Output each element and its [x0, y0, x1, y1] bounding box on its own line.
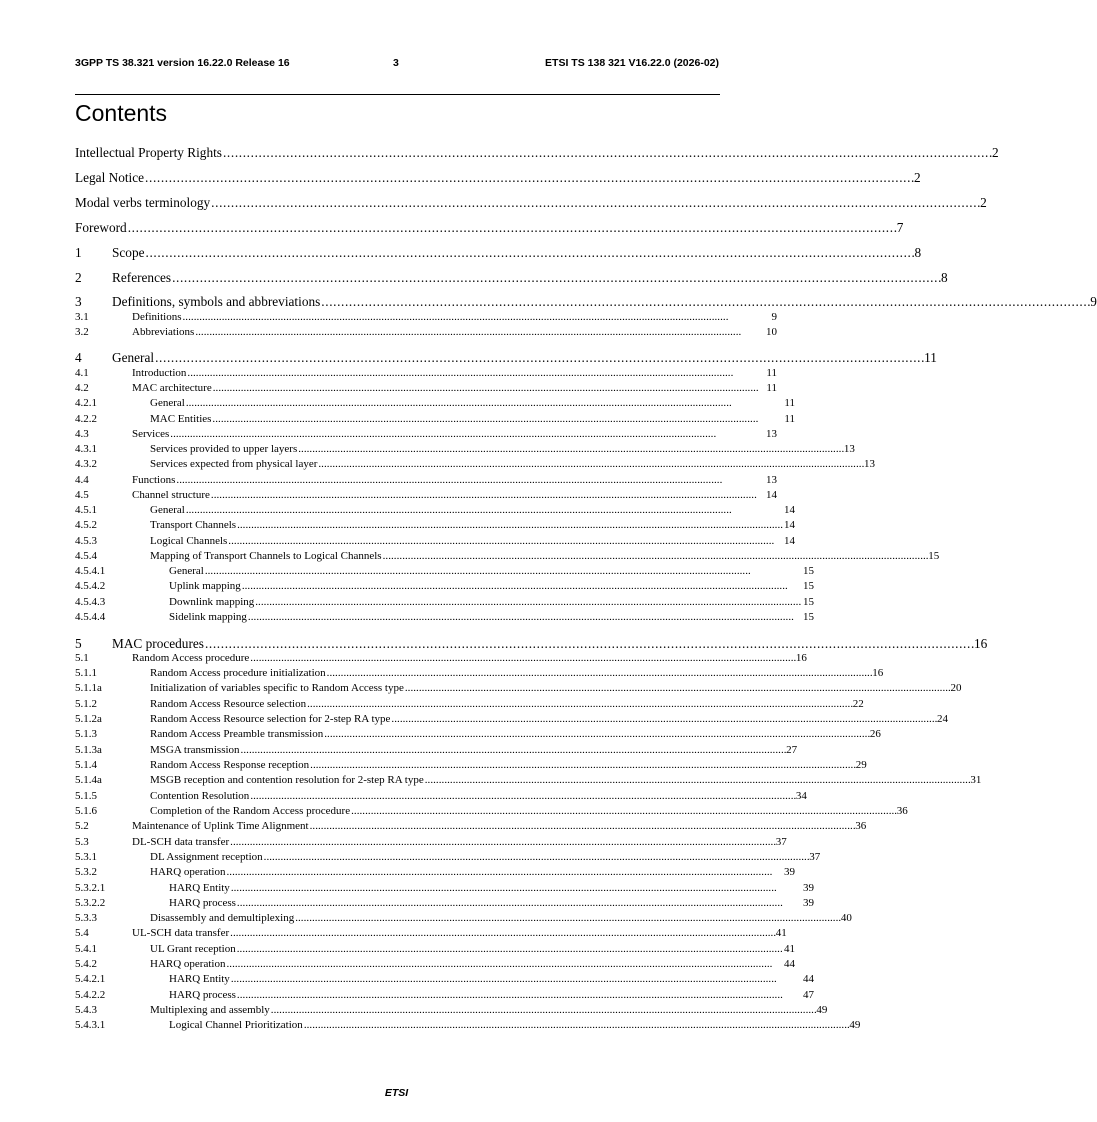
toc-entry-title: Legal Notice [75, 170, 145, 185]
toc-dot-leader [391, 713, 936, 725]
toc-entry-page: 11 [784, 413, 795, 425]
toc-entry[interactable] [75, 943, 795, 957]
toc-entry-number: 5.4.2 [75, 958, 97, 970]
toc-entry[interactable] [75, 866, 795, 880]
toc-entry-number: 5.4.2.2 [75, 989, 106, 1001]
toc-entry-title: Functions [132, 474, 176, 486]
toc-entry-number: 2 [75, 270, 82, 285]
toc-entry[interactable] [75, 220, 904, 236]
toc-entry[interactable] [75, 397, 795, 411]
toc-entry-title: Abbreviations [132, 326, 195, 338]
toc-entry-page: 14 [766, 489, 777, 501]
toc-entry-page: 22 [852, 698, 864, 710]
toc-entry-number: 5.1 [75, 652, 89, 664]
toc-dot-leader [145, 170, 913, 186]
toc-entry-title: Services provided to upper layers [150, 443, 298, 455]
toc-entry-number: 5.1.3 [75, 728, 97, 740]
toc-entry-page: 15 [803, 596, 814, 608]
toc-entry[interactable] [75, 474, 777, 488]
toc-dot-leader [226, 866, 783, 878]
toc-dot-leader [298, 443, 843, 455]
toc-entry-title: Completion of the Random Access procedure [150, 805, 351, 817]
toc-entry-title: General [150, 397, 185, 409]
toc-entry[interactable] [75, 489, 777, 503]
toc-entry[interactable] [75, 326, 777, 340]
toc-entry[interactable] [75, 294, 1097, 310]
toc-entry-title: Random Access procedure [132, 652, 250, 664]
toc-entry[interactable] [75, 790, 807, 804]
toc-dot-leader [212, 413, 783, 425]
toc-entry[interactable] [75, 550, 940, 564]
toc-dot-leader [237, 897, 802, 909]
toc-entry-title: HARQ operation [150, 866, 226, 878]
toc-entry-page: 37 [809, 851, 821, 863]
toc-entry-page: 9 [1090, 294, 1097, 309]
toc-entry-number: 5.3.2.1 [75, 882, 106, 894]
toc-dot-leader [405, 682, 950, 694]
toc-entry-number: 5.1.1 [75, 667, 97, 679]
toc-entry-title: Definitions [132, 311, 182, 323]
toc-entry-title: Disassembly and demultiplexing [150, 912, 295, 924]
toc-entry-number: 4.5 [75, 489, 89, 501]
toc-entry-title: HARQ operation [150, 958, 226, 970]
toc-dot-leader [230, 927, 775, 939]
toc-dot-leader [155, 350, 923, 366]
toc-entry-title: HARQ process [169, 897, 236, 909]
toc-entry-number: 5.2 [75, 820, 89, 832]
toc-entry-title: Initialization of variables specific to Random Access type [150, 682, 404, 694]
toc-entry-number: 4.5.4.2 [75, 580, 106, 592]
toc-entry-page: 39 [784, 866, 795, 878]
toc-entry[interactable] [75, 611, 814, 625]
toc-entry[interactable] [75, 759, 867, 773]
toc-entry-title: MAC Entities [150, 413, 212, 425]
toc-dot-leader [228, 535, 783, 547]
toc-entry-page: 34 [795, 790, 807, 802]
toc-entry-page: 47 [803, 989, 814, 1001]
toc-entry-number: 4.5.4.3 [75, 596, 106, 608]
toc-dot-leader [351, 805, 896, 817]
toc-entry-page: 2 [980, 195, 987, 210]
toc-entry-title: Downlink mapping [169, 596, 255, 608]
header-page-number: 3 [393, 57, 399, 69]
toc-entry[interactable] [75, 989, 814, 1003]
toc-dot-leader [237, 989, 802, 1001]
toc-entry-page: 13 [843, 443, 855, 455]
toc-entry-page: 13 [766, 474, 777, 486]
toc-entry-page: 31 [970, 774, 982, 786]
toc-entry-page: 41 [784, 943, 795, 955]
toc-entry-title: MSGB reception and contention resolution for 2-step RA type [150, 774, 424, 786]
toc-entry-page: 27 [786, 744, 798, 756]
toc-entry-number: 4.1 [75, 367, 89, 379]
toc-entry-page: 14 [784, 504, 795, 516]
toc-entry-title: General [112, 350, 155, 365]
toc-entry-number: 5.1.6 [75, 805, 97, 817]
toc-entry-number: 5.4 [75, 927, 89, 939]
toc-entry-title: General [150, 504, 185, 516]
toc-entry-number: 4.5.4 [75, 550, 97, 562]
toc-entry[interactable] [75, 535, 795, 549]
toc-entry-page: 15 [803, 580, 814, 592]
toc-entry[interactable] [75, 1004, 828, 1018]
toc-entry[interactable] [75, 698, 864, 712]
toc-dot-leader [271, 1004, 816, 1016]
toc-entry-number: 4.5.4.1 [75, 565, 106, 577]
toc-entry[interactable] [75, 350, 937, 366]
toc-entry[interactable] [75, 245, 922, 261]
toc-dot-leader [250, 652, 795, 664]
toc-dot-leader [295, 912, 840, 924]
toc-dot-leader [205, 565, 802, 577]
toc-entry[interactable] [75, 195, 987, 211]
toc-entry-page: 20 [950, 682, 962, 694]
toc-dot-leader [223, 145, 991, 161]
toc-entry-page: 7 [896, 220, 904, 235]
toc-entry-page: 13 [766, 428, 777, 440]
toc-entry[interactable] [75, 774, 982, 788]
toc-dot-leader [146, 245, 914, 261]
toc-entry-page: 11 [766, 367, 777, 379]
toc-entry-page: 2 [914, 170, 921, 185]
toc-entry-title: MAC architecture [132, 382, 212, 394]
toc-dot-leader [186, 397, 784, 409]
toc-entry-title: UL-SCH data transfer [132, 927, 230, 939]
toc-dot-leader [324, 728, 869, 740]
toc-entry[interactable] [75, 1019, 861, 1033]
toc-entry-title: Random Access procedure initialization [150, 667, 326, 679]
toc-entry-number: 4.2.1 [75, 397, 97, 409]
toc-dot-leader [241, 744, 786, 756]
toc-entry-title: Contention Resolution [150, 790, 250, 802]
toc-entry-title: Random Access Response reception [150, 759, 310, 771]
toc-entry-page: 14 [784, 519, 795, 531]
toc-entry-page: 49 [816, 1004, 828, 1016]
toc-entry-number: 5 [75, 636, 82, 651]
toc-dot-leader [310, 820, 855, 832]
toc-entry-page: 16 [872, 667, 884, 679]
toc-entry-number: 4.5.2 [75, 519, 97, 531]
page-header [75, 57, 719, 71]
toc-entry-page: 2 [991, 145, 999, 160]
toc-entry-title: Definitions, symbols and abbreviations [112, 294, 321, 309]
toc-entry-page: 11 [784, 397, 795, 409]
toc-dot-leader [307, 698, 852, 710]
toc-entry-title: Services [132, 428, 170, 440]
toc-entry[interactable] [75, 652, 807, 666]
toc-entry-title: Logical Channel Prioritization [169, 1019, 303, 1031]
toc-entry-title: MAC procedures [112, 636, 204, 651]
toc-dot-leader [183, 311, 771, 323]
toc-dot-leader [211, 195, 979, 211]
toc-entry[interactable] [75, 145, 999, 161]
toc-dot-leader [318, 458, 863, 470]
toc-dot-leader [231, 882, 802, 894]
toc-entry-title: Modal verbs terminology [75, 195, 211, 210]
toc-entry-number: 3 [75, 294, 82, 309]
toc-entry-number: 4.5.1 [75, 504, 97, 516]
toc-dot-leader [128, 220, 896, 236]
toc-entry-number: 5.1.3a [75, 744, 102, 756]
toc-entry-number: 5.1.2 [75, 698, 97, 710]
toc-entry-page: 13 [863, 458, 875, 470]
toc-entry[interactable] [75, 744, 798, 758]
toc-entry-title: Foreword [75, 220, 127, 235]
toc-entry-number: 5.3.1 [75, 851, 97, 863]
toc-entry[interactable] [75, 973, 814, 987]
toc-dot-leader [425, 774, 970, 786]
toc-entry-page: 44 [784, 958, 795, 970]
toc-entry-page: 44 [803, 973, 814, 985]
toc-dot-leader [321, 294, 1089, 310]
toc-entry-title: DL Assignment reception [150, 851, 263, 863]
toc-dot-leader [304, 1019, 849, 1031]
toc-entry-number: 5.3.2 [75, 866, 97, 878]
toc-entry-page: 24 [937, 713, 949, 725]
toc-entry[interactable] [75, 820, 867, 834]
toc-entry[interactable] [75, 428, 777, 442]
toc-dot-leader [205, 636, 973, 652]
toc-entry[interactable] [75, 504, 795, 518]
toc-entry[interactable] [75, 311, 777, 325]
toc-entry-title: Maintenance of Uplink Time Alignment [132, 820, 309, 832]
toc-entry[interactable] [75, 170, 921, 186]
toc-dot-leader [248, 611, 802, 623]
toc-entry-title: Intellectual Property Rights [75, 145, 222, 160]
toc-entry-number: 5.3.3 [75, 912, 97, 924]
toc-entry-page: 36 [855, 820, 867, 832]
toc-entry-number: 3.1 [75, 311, 89, 323]
toc-entry-title: Multiplexing and assembly [150, 1004, 270, 1016]
toc-entry[interactable] [75, 897, 814, 911]
header-etsi-reference: ETSI TS 138 321 V16.22.0 (2026-02) [545, 57, 719, 69]
toc-entry-number: 5.1.1a [75, 682, 102, 694]
toc-entry-number: 5.3 [75, 836, 89, 848]
toc-entry-number: 5.3.2.2 [75, 897, 106, 909]
toc-entry-title: DL-SCH data transfer [132, 836, 230, 848]
toc-entry-page: 36 [896, 805, 908, 817]
toc-entry-title: Logical Channels [150, 535, 228, 547]
toc-entry-number: 4.2 [75, 382, 89, 394]
toc-entry-page: 37 [775, 836, 787, 848]
toc-entry[interactable] [75, 596, 814, 610]
toc-entry-page: 8 [941, 270, 948, 285]
toc-dot-leader [264, 851, 809, 863]
toc-entry[interactable] [75, 636, 988, 652]
toc-entry-number: 5.1.2a [75, 713, 102, 725]
toc-entry-page: 49 [849, 1019, 861, 1031]
toc-entry[interactable] [75, 836, 787, 850]
toc-dot-leader [237, 519, 783, 531]
toc-entry-page: 11 [766, 382, 777, 394]
toc-dot-leader [226, 958, 783, 970]
toc-entry-number: 5.4.3 [75, 1004, 97, 1016]
toc-entry-number: 4.4 [75, 474, 89, 486]
toc-entry[interactable] [75, 580, 814, 594]
toc-entry[interactable] [75, 270, 948, 286]
toc-entry[interactable] [75, 927, 787, 941]
toc-entry-number: 5.1.4a [75, 774, 102, 786]
toc-entry-number: 5.1.5 [75, 790, 97, 802]
toc-dot-leader [195, 326, 765, 338]
toc-dot-leader [242, 580, 802, 592]
toc-entry-title: Services expected from physical layer [150, 458, 318, 470]
toc-dot-leader [170, 428, 765, 440]
toc-dot-leader [231, 973, 802, 985]
page-footer: ETSI [384, 1087, 409, 1099]
toc-entry-number: 4.3.1 [75, 443, 97, 455]
toc-entry-title: MSGA transmission [150, 744, 240, 756]
toc-entry[interactable] [75, 443, 855, 457]
toc-entry[interactable] [75, 728, 881, 742]
toc-entry-title: Transport Channels [150, 519, 237, 531]
toc-entry[interactable] [75, 413, 795, 427]
header-divider [75, 94, 720, 95]
toc-entry[interactable] [75, 682, 962, 696]
toc-entry-title: Random Access Resource selection [150, 698, 307, 710]
toc-entry[interactable] [75, 851, 821, 865]
header-spec-version: 3GPP TS 38.321 version 16.22.0 Release 16 [75, 57, 290, 69]
toc-entry-title: General [169, 565, 204, 577]
toc-dot-leader [310, 759, 855, 771]
toc-entry-page: 39 [803, 897, 814, 909]
toc-entry-page: 16 [795, 652, 807, 664]
toc-dot-leader [186, 504, 783, 516]
toc-entry-number: 1 [75, 245, 82, 260]
toc-dot-leader [176, 474, 765, 486]
toc-entry-title: UL Grant reception [150, 943, 236, 955]
toc-entry-title: Random Access Resource selection for 2-step RA type [150, 713, 391, 725]
toc-entry[interactable] [75, 958, 795, 972]
toc-entry-number: 4.3.2 [75, 458, 97, 470]
toc-entry[interactable] [75, 667, 884, 681]
toc-entry-page: 41 [775, 927, 787, 939]
toc-entry-number: 4.5.3 [75, 535, 97, 547]
toc-dot-leader [237, 943, 783, 955]
toc-entry-number: 4.5.4.4 [75, 611, 106, 623]
toc-dot-leader [213, 382, 766, 394]
toc-dot-leader [211, 489, 765, 501]
toc-entry-page: 10 [766, 326, 777, 338]
toc-entry[interactable] [75, 805, 908, 819]
toc-entry-title: HARQ Entity [169, 973, 230, 985]
toc-entry-page: 39 [803, 882, 814, 894]
toc-entry-title: Random Access Preamble transmission [150, 728, 324, 740]
toc-entry-title: HARQ process [169, 989, 236, 1001]
toc-dot-leader [230, 836, 775, 848]
toc-entry-page: 14 [784, 535, 795, 547]
toc-entry-title: Uplink mapping [169, 580, 241, 592]
toc-entry-number: 3.2 [75, 326, 89, 338]
toc-entry-page: 15 [803, 565, 814, 577]
toc-entry-page: 29 [855, 759, 867, 771]
toc-entry-page: 15 [803, 611, 814, 623]
toc-entry[interactable] [75, 458, 875, 472]
toc-entry-page: 26 [869, 728, 881, 740]
toc-entry-page: 40 [840, 912, 852, 924]
toc-entry[interactable] [75, 519, 795, 533]
toc-entry-number: 5.4.1 [75, 943, 97, 955]
toc-entry-page: 9 [771, 311, 777, 323]
toc-entry-title: Scope [112, 245, 145, 260]
toc-entry-title: Introduction [132, 367, 187, 379]
toc-entry[interactable] [75, 382, 777, 396]
toc-entry-number: 4.2.2 [75, 413, 97, 425]
toc-entry[interactable] [75, 882, 814, 896]
toc-entry-number: 4 [75, 350, 82, 365]
toc-entry[interactable] [75, 565, 814, 579]
toc-entry-title: References [112, 270, 172, 285]
toc-dot-leader [187, 367, 765, 379]
toc-entry-page: 11 [924, 350, 937, 365]
toc-entry[interactable] [75, 912, 852, 926]
toc-entry-title: HARQ Entity [169, 882, 230, 894]
toc-entry-number: 5.4.3.1 [75, 1019, 106, 1031]
toc-entry[interactable] [75, 713, 949, 727]
toc-entry-title: Mapping of Transport Channels to Logical Channels [150, 550, 382, 562]
toc-dot-leader [172, 270, 940, 286]
page-title: Contents [75, 100, 168, 126]
toc-entry-page: 8 [914, 245, 922, 260]
toc-entry-number: 4.3 [75, 428, 89, 440]
toc-entry-page: 15 [928, 550, 940, 562]
toc-entry[interactable] [75, 367, 777, 381]
toc-dot-leader [327, 667, 872, 679]
toc-entry-title: Channel structure [132, 489, 210, 501]
toc-dot-leader [250, 790, 795, 802]
toc-entry-number: 5.4.2.1 [75, 973, 106, 985]
toc-entry-title: Sidelink mapping [169, 611, 247, 623]
toc-entry-number: 5.1.4 [75, 759, 97, 771]
toc-dot-leader [255, 596, 802, 608]
toc-entry-page: 16 [973, 636, 988, 651]
toc-dot-leader [383, 550, 928, 562]
